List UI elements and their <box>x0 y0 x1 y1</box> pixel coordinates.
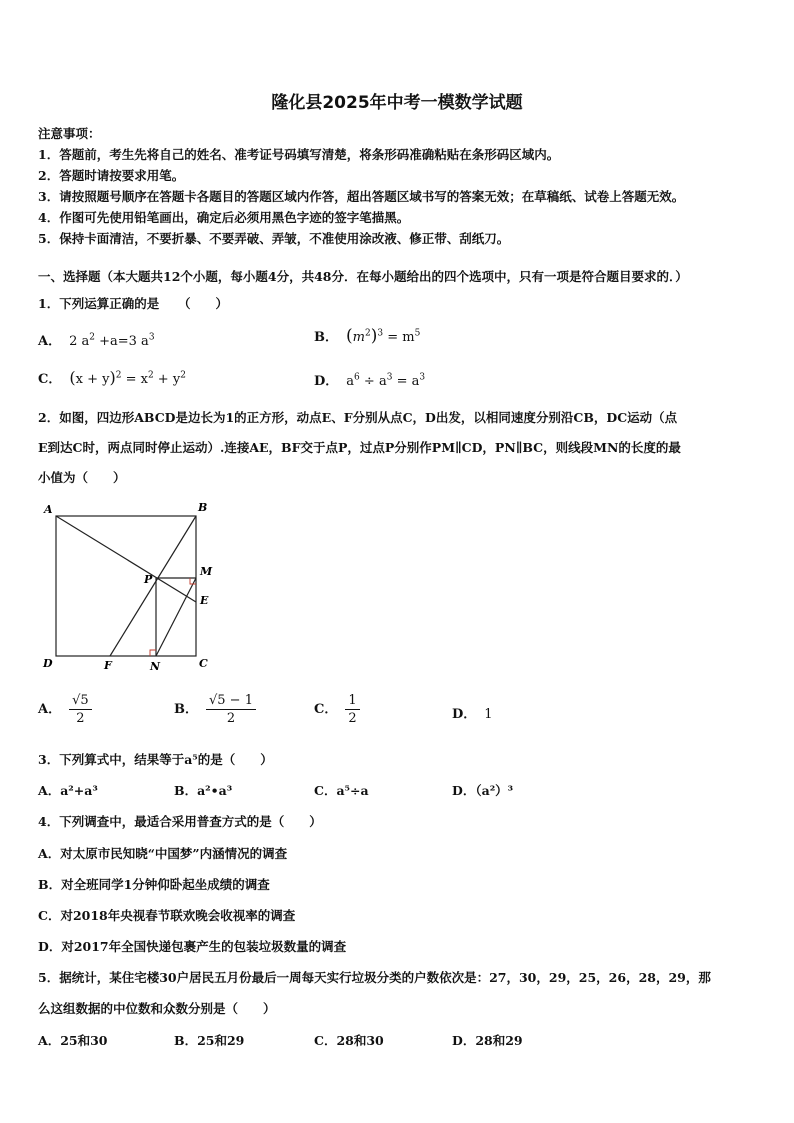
question-2-stem: 小值为（ ） <box>38 470 126 485</box>
label-m: M <box>200 565 213 578</box>
label-d: D <box>43 657 53 670</box>
question-2-stem: 2．如图，四边形ABCD是边长为1的正方形，动点E、F分别从点C，D出发，以相同速度分别沿CB，DC运动（点 <box>38 410 678 425</box>
option-label: D． <box>314 374 339 389</box>
q5-option-d[interactable]: D．28和29 <box>452 1033 523 1048</box>
question-2-stem: E到达C时，两点同时停止运动）.连接AE，BF交于点P，过点P分别作PM∥CD，PN∥BC，则线段MN的长度的最 <box>38 440 681 455</box>
segment-ae <box>56 516 196 602</box>
q5-option-a[interactable]: A．25和30 <box>38 1033 108 1048</box>
section-heading: 一、选择题（本大题共12个小题，每小题4分，共48分．在每小题给出的四个选项中，只有一项是符合题目要求的．） <box>38 269 688 284</box>
notice-item: 1．答题前，考生先将自己的姓名、准考证号码填写清楚，将条形码准确粘贴在条形码区域内。 <box>38 147 560 162</box>
q4-option-c[interactable]: C．对2018年央视春节联欢晚会收视率的调查 <box>38 908 296 923</box>
notice-item: 5．保持卡面清洁，不要折暴、不要弄破、弄皱，不准使用涂改液、修正带、刮纸刀。 <box>38 231 510 246</box>
q4-option-a[interactable]: A．对太原市民知晓“中国梦”内涵情况的调查 <box>38 846 288 861</box>
question-3-stem: 3．下列算式中，结果等于a⁵的是（ ） <box>38 752 273 767</box>
option-label: B． <box>174 702 198 717</box>
option-label: A． <box>38 702 62 717</box>
q5-option-c[interactable]: C．28和30 <box>314 1033 384 1048</box>
fraction-1-over-2: $\frac{1}{2}$ <box>345 692 359 727</box>
q2-option-c[interactable] <box>314 692 360 727</box>
question-4-stem: 4．下列调查中，最适合采用普查方式的是（ ） <box>38 814 322 829</box>
square-outline <box>56 516 196 656</box>
q3-option-d[interactable]: D．（a²）³ <box>452 783 514 798</box>
question-1-stem: 1．下列运算正确的是 （ ） <box>38 296 228 311</box>
label-a: A <box>44 503 53 516</box>
option-label: B． <box>314 330 338 345</box>
q1-option-c[interactable]: C． $(x + y)^2 = x^2 + y^2$ <box>38 368 186 387</box>
label-c: C <box>199 657 208 670</box>
q4-option-d[interactable]: D．对2017年全国快递包裹产生的包装垃圾数量的调查 <box>38 939 347 954</box>
label-e: E <box>200 594 209 607</box>
label-f: F <box>104 659 112 672</box>
option-label: D． <box>452 707 477 722</box>
notice-heading: 注意事项： <box>38 126 101 141</box>
label-b: B <box>198 501 208 514</box>
q1-option-b[interactable]: B． $(m^2)^3 = m^5$ <box>314 326 421 346</box>
label-p: P <box>144 573 153 586</box>
q3-option-b[interactable]: B．a²•a³ <box>174 783 233 798</box>
option-value: 1 <box>484 707 493 722</box>
notice-item: 3．请按照题号顺序在答题卡各题目的答题区域内作答，超出答题区域书写的答案无效；在草稿纸、试卷上答题无效。 <box>38 189 685 204</box>
q2-option-b[interactable] <box>174 692 256 727</box>
page-title: 隆化县2025年中考一模数学试题 <box>271 93 523 113</box>
fraction-sqrt5-minus-1-over-2: $\frac{√5 - 1}{2}$ <box>206 692 256 727</box>
q2-option-a[interactable] <box>38 692 92 727</box>
right-angle-mark-n <box>150 650 156 656</box>
q4-option-b[interactable]: B．对全班同学1分钟仰卧起坐成绩的调查 <box>38 877 270 892</box>
option-label: A． <box>38 334 62 349</box>
notice-item: 2．答题时请按要求用笔。 <box>38 168 185 183</box>
option-label: C． <box>314 702 338 717</box>
q1-option-a[interactable]: A． 2 $a^2 +a=3$ $a^3$ <box>38 332 155 349</box>
notice-item: 4．作图可先使用铅笔画出，确定后必须用黑色字迹的签字笔描黑。 <box>38 210 410 225</box>
question-5-stem: 5．据统计，某住宅楼30户居民五月份最后一周每天实行垃圾分类的户数依次是：27，30，29，25，26，28，29，那 <box>38 970 711 985</box>
option-label: C． <box>38 372 62 387</box>
square-geometry-figure <box>36 500 226 675</box>
label-n: N <box>150 660 161 673</box>
q3-option-a[interactable]: A．a²+a³ <box>38 783 98 798</box>
q1-option-d[interactable]: D． $a^6 \div a^3 = a^3$ <box>314 372 426 389</box>
q5-option-b[interactable]: B．25和29 <box>174 1033 245 1048</box>
question-5-stem: 么这组数据的中位数和众数分别是（ ） <box>38 1001 276 1016</box>
q3-option-c[interactable]: C．a⁵÷a <box>314 783 369 798</box>
q2-option-d[interactable] <box>452 703 493 722</box>
fraction-sqrt5-over-2: $\frac{√5}{2}$ <box>69 692 92 727</box>
segment-bf <box>110 516 196 656</box>
